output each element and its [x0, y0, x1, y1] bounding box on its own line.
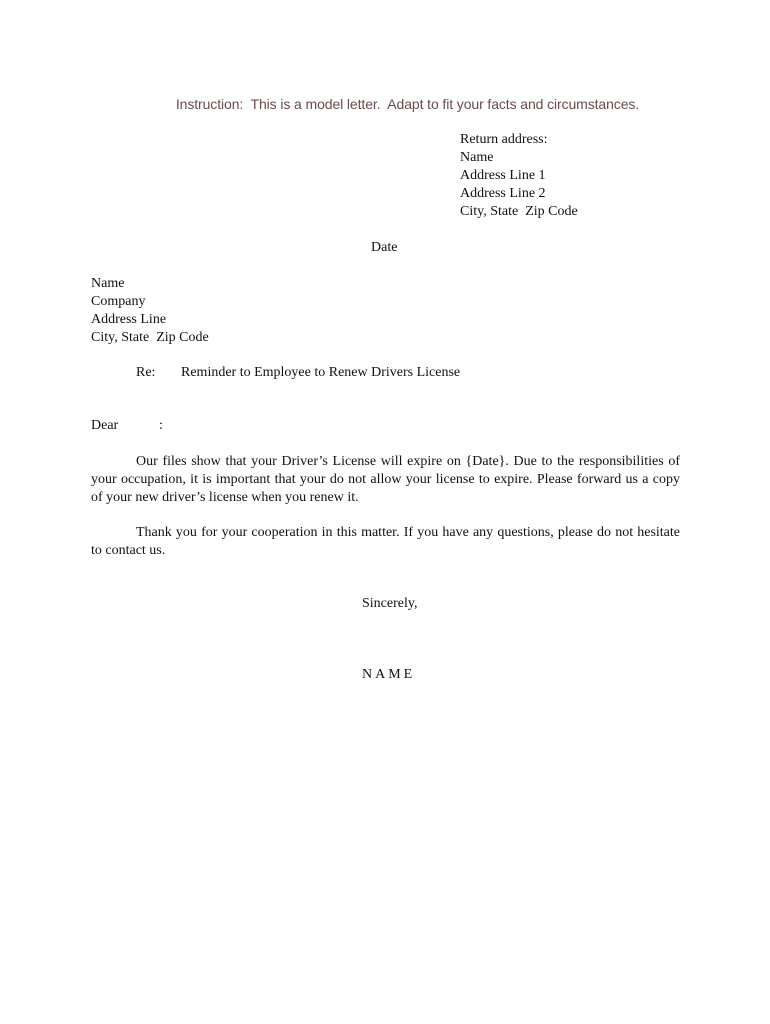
return-address-name: Name: [460, 150, 494, 165]
salutation-colon: :: [159, 418, 163, 433]
recipient-name: Name: [91, 276, 125, 291]
return-address-line-1: Address Line 1: [460, 168, 546, 183]
closing: Sincerely,: [362, 596, 418, 611]
recipient-address-line: Address Line: [91, 312, 167, 327]
return-address-city-state-zip: City, State Zip Code: [460, 204, 578, 219]
letter-date: Date: [371, 240, 398, 255]
return-address-block: [460, 131, 578, 221]
body-paragraph-2: Thank you for your cooperation in this matter. If you have any questions, please do not hesitate to contact us.: [91, 525, 680, 558]
signature-name: NAME: [362, 667, 416, 682]
recipient-city-state-zip: City, State Zip Code: [91, 330, 209, 345]
recipient-address-block: [91, 275, 209, 347]
return-address-heading: Return address:: [460, 132, 548, 147]
subject-label: Re:: [136, 365, 156, 380]
subject-text: Reminder to Employee to Renew Drivers License: [181, 365, 461, 380]
instruction-text: Instruction: This is a model letter. Adapt to fit your facts and circumstances.: [175, 96, 640, 112]
recipient-company: Company: [91, 294, 146, 309]
body-paragraph-1: Our files show that your Driver’s License will expire on {Date}. Due to the responsibilities of your occupation, it is important that your do not allow your license to expire. Please forward us a copy of your new driver’s license when you renew it.: [91, 454, 680, 505]
instruction-note: [0, 95, 770, 113]
return-address-line-2: Address Line 2: [460, 186, 546, 201]
subject-line: [136, 364, 460, 382]
salutation: [91, 417, 163, 435]
salutation-label: Dear: [91, 418, 119, 433]
